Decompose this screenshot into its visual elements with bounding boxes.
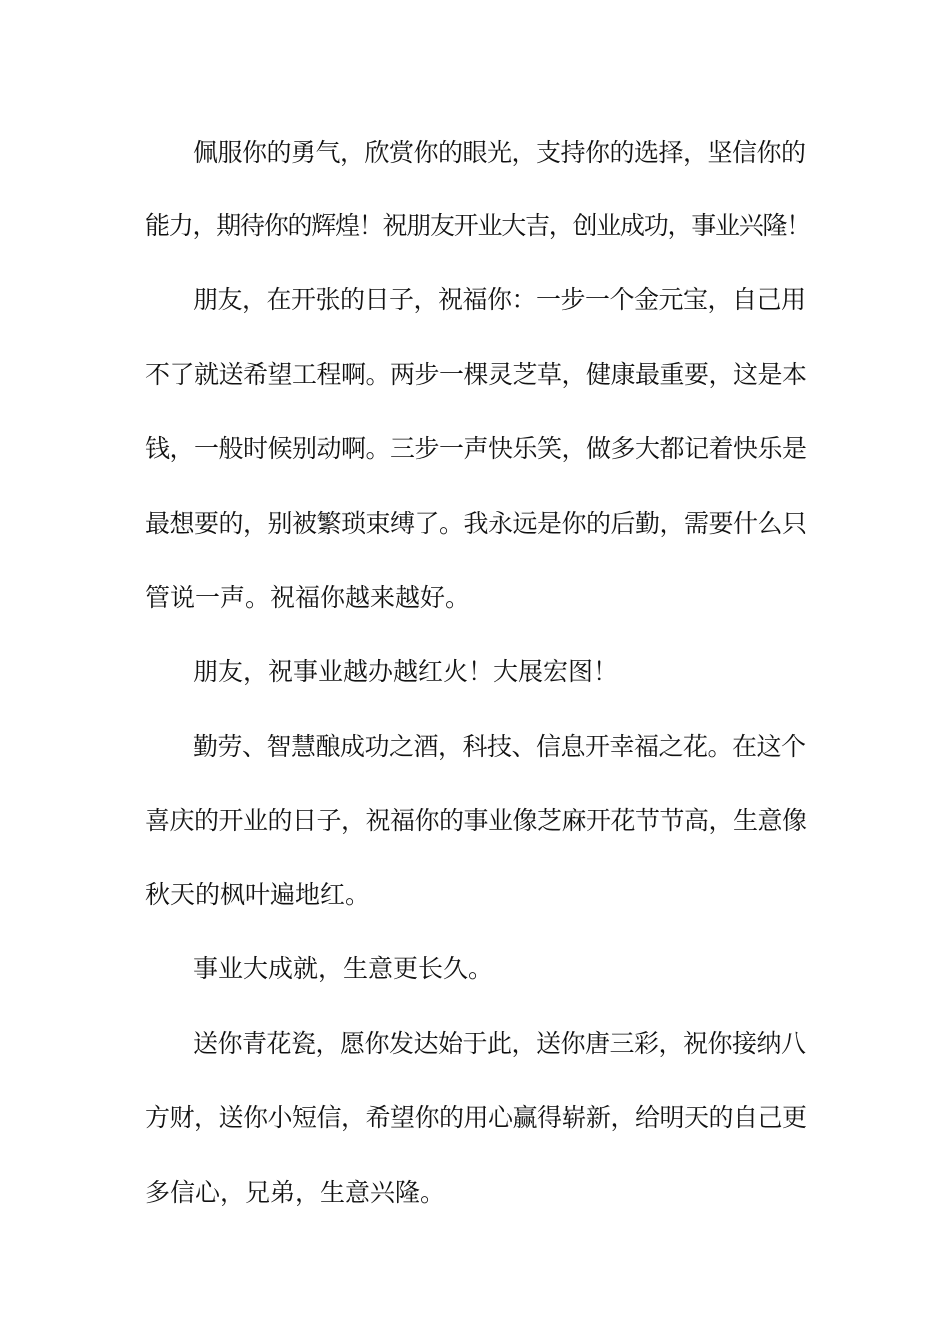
paragraph-2-line-5: 管说一声。祝福你越来越好。	[145, 583, 471, 612]
paragraph-6-line-2: 方财，送你小短信，希望你的用心赢得崭新，给明天的自己更	[145, 1103, 807, 1132]
paragraph-6-line-3: 多信心，兄弟，生意兴隆。	[145, 1178, 446, 1207]
paragraph-4-line-3: 秋天的枫叶遍地红。	[145, 880, 371, 909]
paragraph-4-line-1: 勤劳、智慧酿成功之酒，科技、信息开幸福之花。在这个	[193, 732, 806, 761]
paragraph-1-line-1: 佩服你的勇气，欣赏你的眼光，支持你的选择，坚信你的	[193, 138, 806, 167]
paragraph-2-line-2: 不了就送希望工程啊。两步一棵灵芝草，健康最重要，这是本	[145, 360, 807, 389]
paragraph-2-line-1: 朋友，在开张的日子，祝福你：一步一个金元宝，自己用	[193, 285, 806, 314]
paragraph-6-line-1: 送你青花瓷，愿你发达始于此，送你唐三彩，祝你接纳八	[193, 1029, 806, 1058]
paragraph-5-line-1: 事业大成就，生意更长久。	[193, 954, 494, 983]
paragraph-2-line-4: 最想要的，别被繁琐束缚了。我永远是你的后勤，需要什么只	[145, 509, 807, 538]
paragraph-2-line-3: 钱，一般时候别动啊。三步一声快乐笑，做多大都记着快乐是	[145, 434, 807, 463]
paragraph-3-line-1: 朋友，祝事业越办越红火！大展宏图！	[193, 657, 619, 686]
paragraph-1-line-2: 能力，期待你的辉煌！祝朋友开业大吉，创业成功，事业兴隆！	[145, 211, 811, 240]
paragraph-4-line-2: 喜庆的开业的日子，祝福你的事业像芝麻开花节节高，生意像	[145, 806, 807, 835]
